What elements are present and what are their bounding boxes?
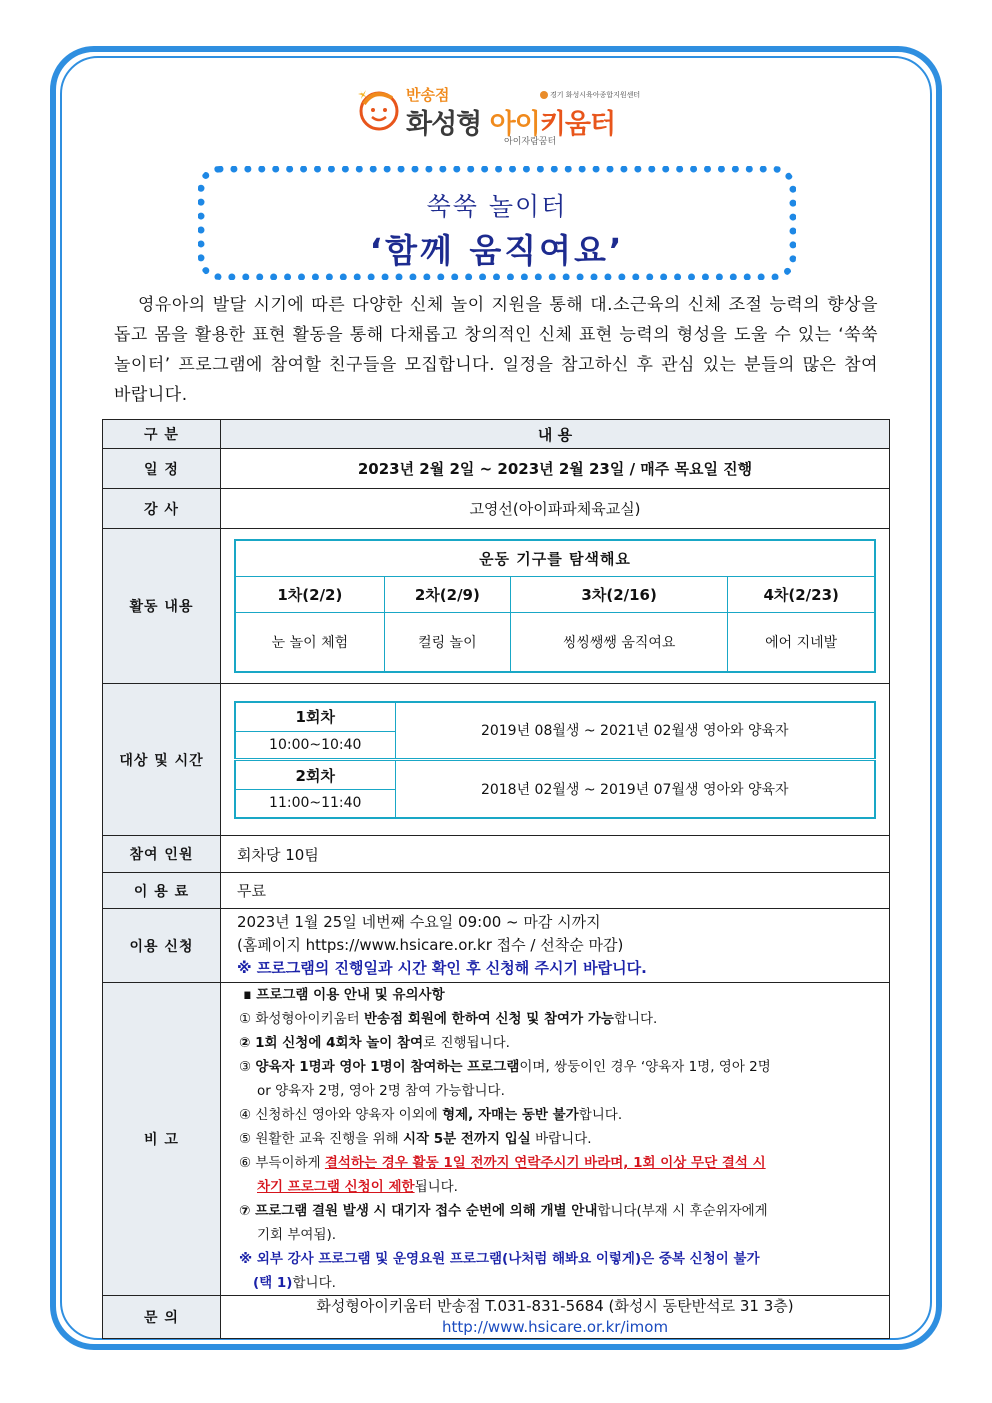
activity-name-4: 에어 지네발 bbox=[728, 612, 875, 672]
center-logo-icon bbox=[540, 91, 548, 99]
target-label: 대상 및 시간 bbox=[103, 684, 221, 836]
note-1-post: 합니다. bbox=[613, 1011, 658, 1027]
notes-cell bbox=[221, 983, 890, 1296]
logo-name-part2: 아이 bbox=[489, 109, 540, 140]
note-4-bold: 형제, 자매는 동반 불가 bbox=[442, 1107, 579, 1123]
note-8: ※ 외부 강사 프로그램 및 운영요원 프로그램(나처럼 해봐요 이렇게)은 중복 신청이 불가 bbox=[239, 1251, 760, 1267]
note-8-post: 합니다. bbox=[292, 1275, 336, 1291]
note-4-pre: ④ 신청하신 영아와 양육자 이외에 bbox=[239, 1107, 443, 1123]
title-line1: 쑥쑥 놀이터 bbox=[426, 192, 568, 221]
activity-round-4: 4차(2/23) bbox=[728, 576, 875, 612]
activity-title: 운동 기구를 탐색해요 bbox=[235, 540, 875, 576]
activity-name-1: 눈 놀이 체험 bbox=[235, 612, 384, 672]
activity-label: 활동 내용 bbox=[103, 529, 221, 684]
apply-cell bbox=[221, 909, 890, 983]
note-3 bbox=[239, 1055, 889, 1079]
note-3-line2: or 양육자 2명, 영아 2명 참여 가능합니다. bbox=[257, 1083, 505, 1099]
title-box bbox=[198, 166, 796, 280]
fee-row bbox=[103, 873, 890, 909]
instructor-row bbox=[103, 489, 890, 529]
apply-label: 이용 신청 bbox=[103, 909, 221, 983]
apply-line3: ※ 프로그램의 진행일과 시간 확인 후 신청해 주시기 바랍니다. bbox=[237, 959, 647, 977]
target-row bbox=[103, 684, 890, 836]
table-header-row bbox=[103, 420, 890, 449]
note-6-line2 bbox=[239, 1175, 889, 1199]
note-2-post: 로 진행됩니다. bbox=[423, 1035, 510, 1051]
note-7-line2: 기회 부여됨). bbox=[257, 1227, 337, 1243]
note-6 bbox=[239, 1151, 889, 1175]
activity-name-2: 컬링 놀이 bbox=[384, 612, 510, 672]
note-6-post: 됩니다. bbox=[414, 1179, 458, 1195]
apply-row bbox=[103, 909, 890, 983]
note-7-bold: ⑦ 프로그램 결원 발생 시 대기자 접수 순번에 의해 개별 안내 bbox=[239, 1203, 598, 1219]
logo-branch: 반송점 bbox=[406, 86, 450, 104]
note-1-pre: ① 화성형아이키움터 bbox=[239, 1011, 365, 1027]
intro-text bbox=[114, 290, 878, 410]
activity-round-2: 2차(2/9) bbox=[384, 576, 510, 612]
activity-cell bbox=[221, 529, 890, 684]
schedule-value: 2023년 2월 2일 ~ 2023년 2월 23일 / 매주 목요일 진행 bbox=[221, 449, 890, 489]
session-1-label: 1회차 bbox=[235, 702, 395, 732]
logo-name-part1: 화성형 bbox=[406, 109, 482, 140]
logo-sub: 아이자람꿈터 bbox=[504, 137, 557, 147]
schedule-row bbox=[103, 449, 890, 489]
note-3-pre: ③ bbox=[239, 1059, 256, 1075]
note-2 bbox=[239, 1031, 889, 1055]
schedule-label: 일 정 bbox=[103, 449, 221, 489]
header-label: 구 분 bbox=[103, 420, 221, 449]
note-3-bold: 양육자 1명과 영아 1명이 참여하는 프로그램 bbox=[255, 1059, 520, 1075]
fee-value: 무료 bbox=[221, 873, 890, 909]
notes-row bbox=[103, 983, 890, 1296]
note-8-line2 bbox=[239, 1271, 889, 1295]
participants-row bbox=[103, 836, 890, 873]
notes-label: 비 고 bbox=[103, 983, 221, 1296]
note-5 bbox=[239, 1127, 889, 1151]
note-6-pre: ⑥ 부득이하게 bbox=[239, 1155, 325, 1171]
logo-center-text: 경기 화성시육아종합지원센터 bbox=[550, 91, 641, 99]
session-1-time: 10:00~10:40 bbox=[235, 732, 395, 760]
activity-round-3: 3차(2/16) bbox=[510, 576, 727, 612]
notes-heading: ∎ 프로그램 이용 안내 및 유의사항 bbox=[243, 987, 445, 1003]
note-3-post: 이며, 쌍둥이인 경우 ‘양육자 1명, 영아 2명 bbox=[519, 1059, 771, 1075]
session-2-label: 2회차 bbox=[235, 760, 395, 790]
info-table bbox=[102, 419, 890, 1339]
session-2-desc: 2018년 02월생 ~ 2019년 07월생 영아와 양육자 bbox=[395, 760, 875, 818]
activity-row bbox=[103, 529, 890, 684]
fee-label: 이 용 료 bbox=[103, 873, 221, 909]
contact-row bbox=[103, 1296, 890, 1339]
note-4 bbox=[239, 1103, 889, 1127]
participants-value: 회차당 10팀 bbox=[221, 836, 890, 873]
note-5-post: 바랍니다. bbox=[530, 1131, 592, 1147]
note-7-post: 합니다(부재 시 후순위자에게 bbox=[597, 1203, 768, 1219]
note-1-bold: 반송점 회원에 한하여 신청 및 참여가 가능 bbox=[364, 1011, 614, 1027]
activity-table bbox=[234, 539, 876, 673]
note-2-bold: ② 1회 신청에 4회차 놀이 참여 bbox=[239, 1035, 424, 1051]
note-5-pre: ⑤ 원활한 교육 진행을 위해 bbox=[239, 1131, 403, 1147]
contact-cell bbox=[221, 1296, 890, 1339]
session-2-time: 11:00~11:40 bbox=[235, 790, 395, 818]
session-1-desc: 2019년 08월생 ~ 2021년 02월생 영아와 양육자 bbox=[395, 702, 875, 760]
activity-round-1: 1차(2/2) bbox=[235, 576, 384, 612]
note-5-bold: 시작 5분 전까지 입실 bbox=[402, 1131, 531, 1147]
target-cell bbox=[221, 684, 890, 836]
logo-center bbox=[540, 90, 640, 100]
target-table bbox=[234, 701, 876, 819]
logo bbox=[356, 78, 656, 148]
contact-label: 문 의 bbox=[103, 1296, 221, 1339]
header-content: 내 용 bbox=[221, 420, 890, 449]
note-8-choice: (택 1) bbox=[253, 1275, 293, 1291]
child-face-icon bbox=[356, 86, 402, 132]
logo-name-part3: 키움터 bbox=[539, 109, 616, 140]
note-6-red: 결석하는 경우 활동 1일 전까지 연락주시기 바라며, 1회 이상 무단 결석 시 bbox=[324, 1155, 766, 1171]
note-7 bbox=[239, 1199, 889, 1223]
contact-line1: 화성형아이키움터 반송점 T.031-831-5684 (화성시 동탄반석로 31 3층) bbox=[316, 1297, 794, 1315]
apply-line2: (홈페이지 https://www.hsicare.or.kr 접수 / 선착순 마감) bbox=[237, 936, 624, 954]
note-6-red2: 차기 프로그램 신청이 제한 bbox=[257, 1179, 415, 1195]
title-line2: ‘함께 움직여요’ bbox=[369, 231, 625, 270]
note-4-post: 합니다. bbox=[578, 1107, 623, 1123]
instructor-value: 고영선(아이파파체육교실) bbox=[221, 489, 890, 529]
note-1 bbox=[239, 1007, 889, 1031]
notes-list bbox=[221, 983, 889, 1295]
activity-name-3: 씽씽쌩쌩 움직여요 bbox=[510, 612, 727, 672]
participants-label: 참여 인원 bbox=[103, 836, 221, 873]
intro-paragraph: 영유아의 발달 시기에 따른 다양한 신체 놀이 지원을 통해 대.소근육의 신체 조절 능력의 향상을 돕고 몸을 활용한 표현 활동을 통해 다채롭고 창의적인 신체 표현 능력의 형성을 도울 수 있는 ‘쑥쑥 놀이터’ 프로그램에 참여할 친구들을 모집합니다. 일정을 참고하신 후 관심 있는 분들의 많은 참여 바랍니다. bbox=[114, 295, 878, 405]
apply-line1: 2023년 1월 25일 네번째 수요일 09:00 ~ 마감 시까지 bbox=[237, 913, 601, 931]
instructor-label: 강 사 bbox=[103, 489, 221, 529]
contact-url[interactable]: http://www.hsicare.or.kr/imom bbox=[441, 1318, 669, 1336]
